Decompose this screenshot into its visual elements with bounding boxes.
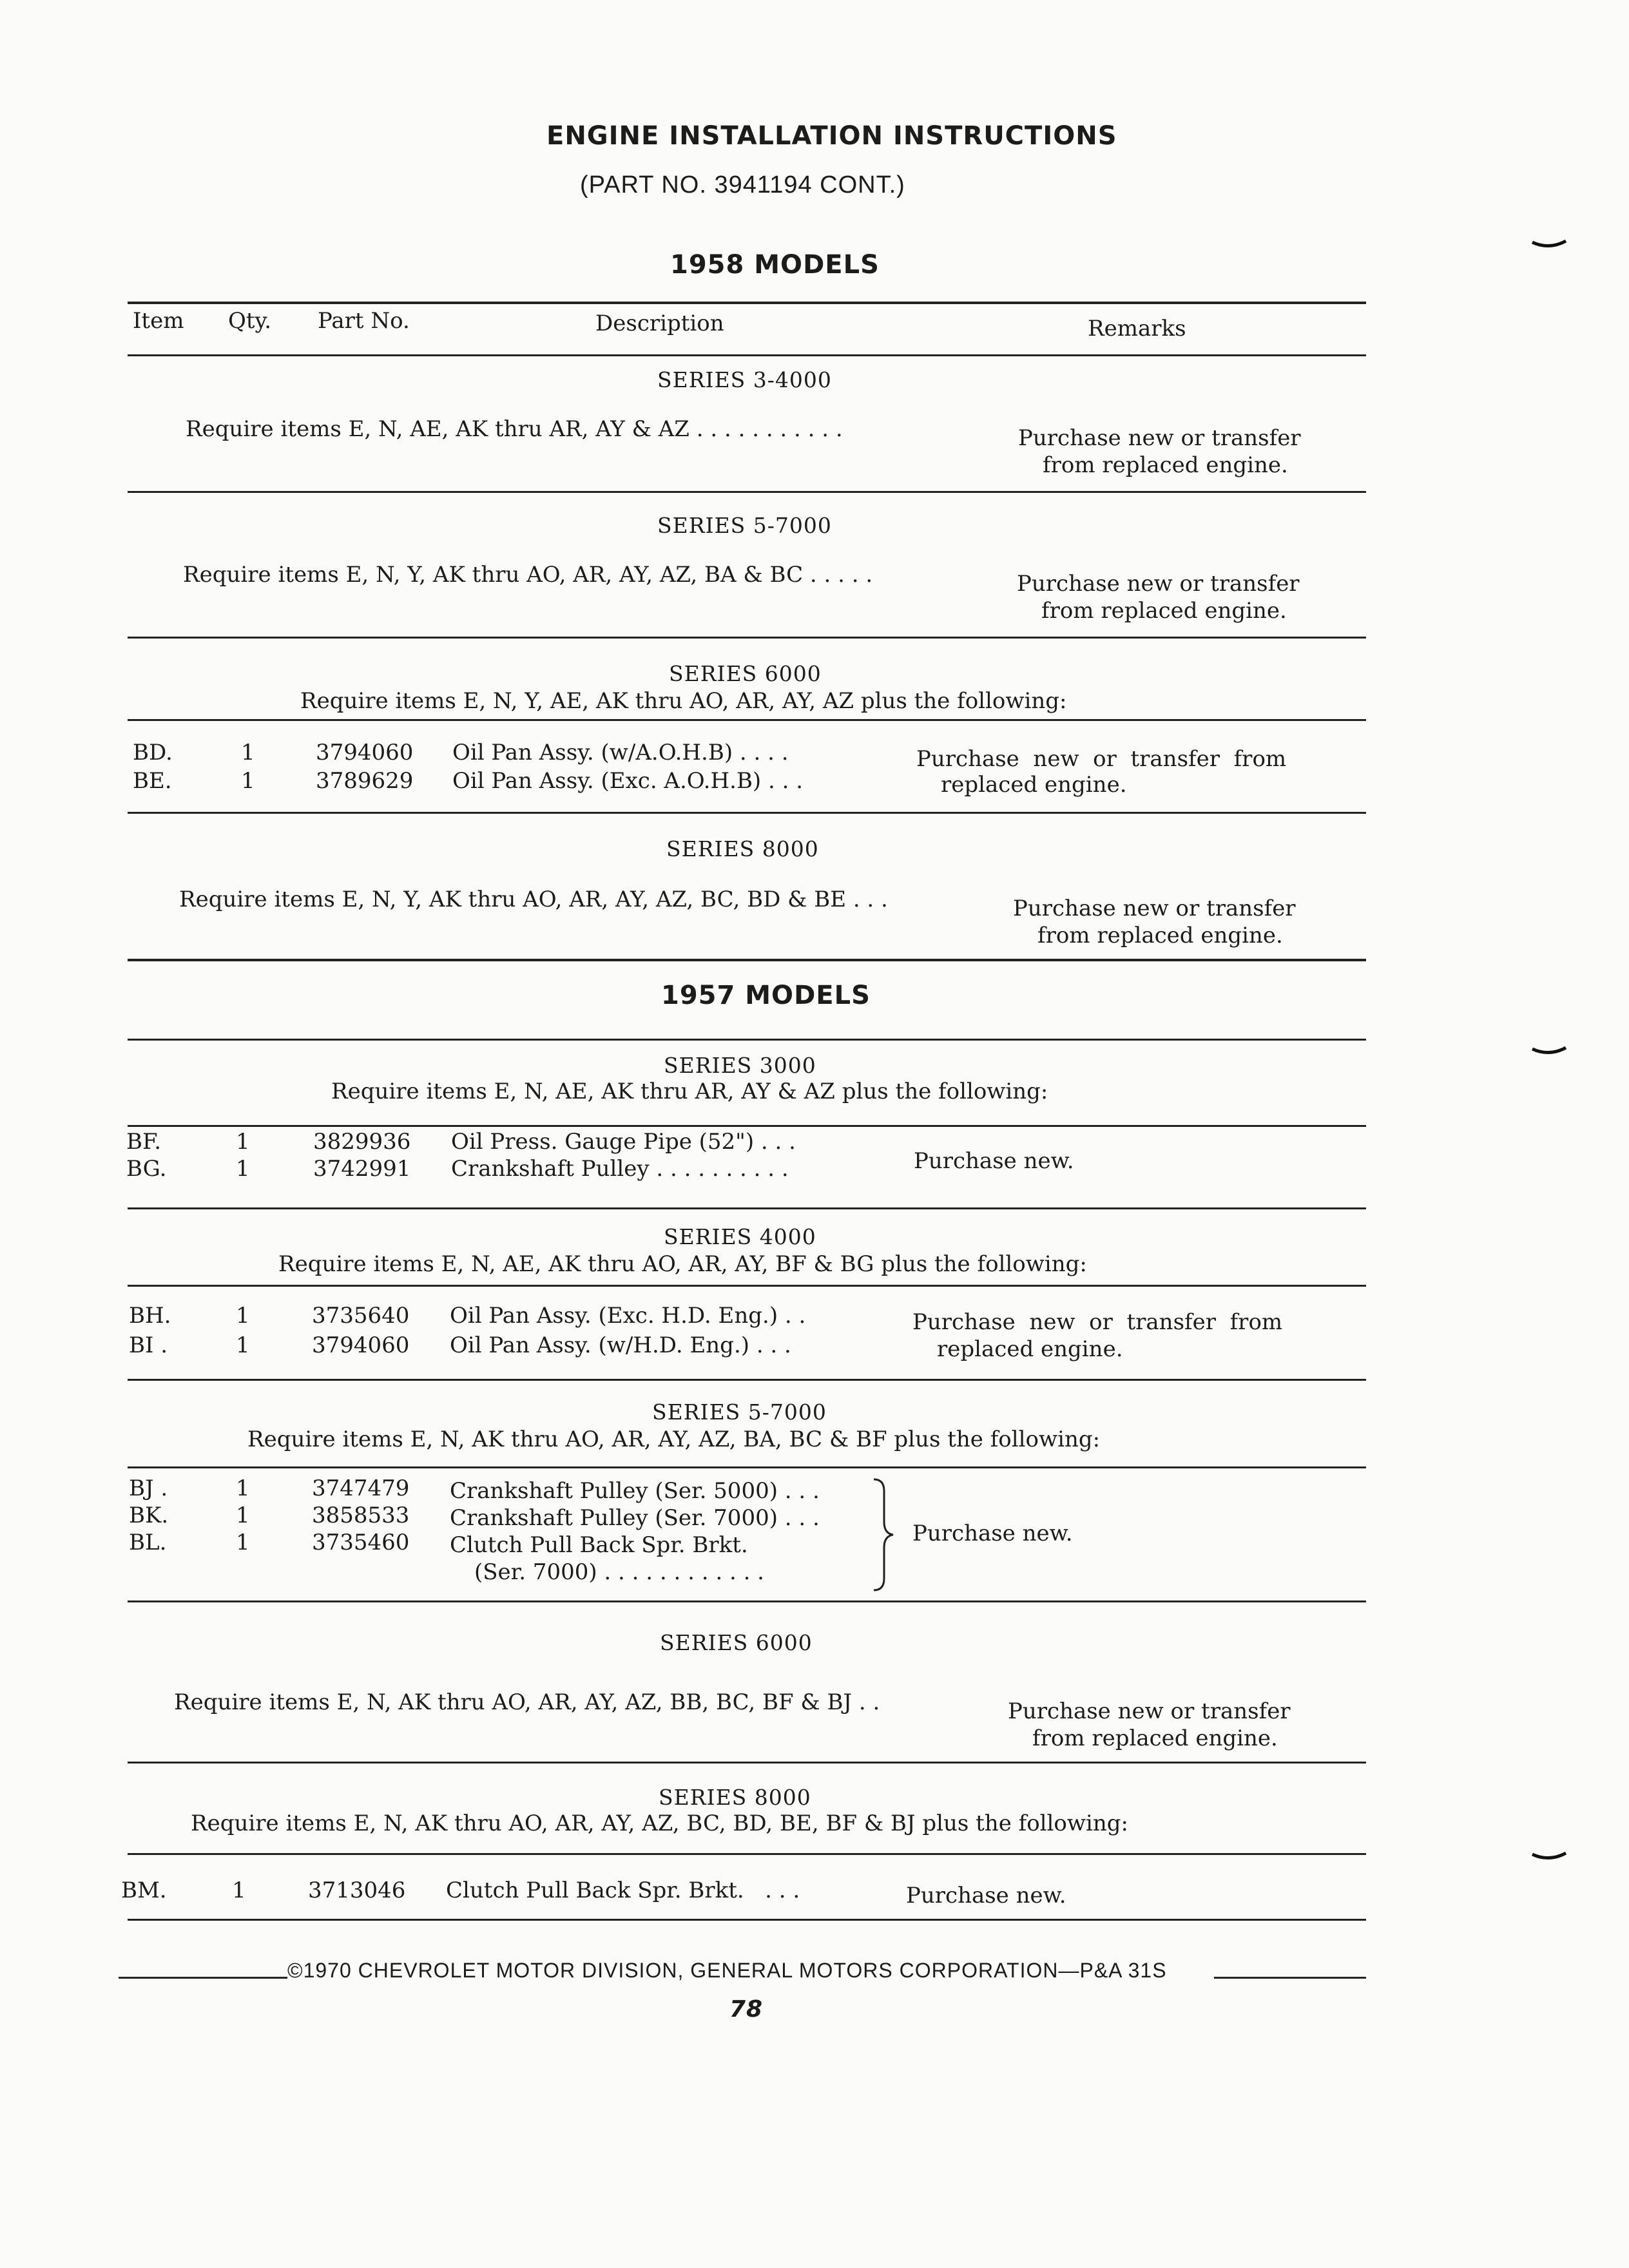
section-heading-1957: 1957 MODELS (661, 981, 871, 1010)
table-cell-qty: 1 (241, 740, 255, 765)
series-label: SERIES 6000 (669, 661, 822, 686)
table-cell-item: BH. (129, 1303, 171, 1329)
series-label: SERIES 4000 (664, 1224, 816, 1249)
table-cell-item: BG. (126, 1156, 167, 1182)
table-cell-description: Crankshaft Pulley (Ser. 7000) . . . (450, 1505, 820, 1531)
table-cell-part-no: 3858533 (312, 1503, 410, 1528)
column-header-bottom-rule (128, 354, 1366, 356)
table-cell-part-no: 3742991 (313, 1156, 411, 1182)
section-heading-1958: 1958 MODELS (670, 250, 880, 280)
section-rule (128, 1039, 1366, 1041)
table-cell-part-no: 3829936 (313, 1129, 411, 1155)
binding-mark-icon (1531, 1852, 1567, 1861)
require-items-text: Require items E, N, AK thru AO, AR, AY, AZ, BB, BC, BF & BJ . . (174, 1689, 880, 1715)
table-cell-item: BJ . (129, 1475, 168, 1501)
remark-line-2: from replaced engine. (1043, 452, 1288, 478)
table-cell-part-no: 3747479 (312, 1475, 410, 1501)
section-rule (128, 959, 1366, 961)
require-items-text: Require items E, N, Y, AK thru AO, AR, AY, AZ, BA & BC . . . . . (183, 562, 873, 588)
col-header-remarks: Remarks (1088, 316, 1186, 341)
section-rule (128, 1125, 1366, 1127)
section-rule (128, 637, 1366, 639)
table-cell-qty: 1 (236, 1303, 250, 1329)
remark-line-1: Purchase new or transfer (1008, 1698, 1291, 1724)
series-label: SERIES 3-4000 (657, 367, 832, 392)
footer-rule-right (1214, 1977, 1366, 1979)
require-items-text: Require items E, N, AK thru AO, AR, AY, AZ, BA, BC & BF plus the following: (247, 1427, 1101, 1452)
col-header-qty: Qty. (228, 308, 272, 334)
col-header-part-no: Part No. (318, 308, 410, 334)
page-subtitle: (PART NO. 3941194 CONT.) (580, 171, 905, 198)
table-cell-item: BM. (121, 1878, 167, 1903)
remark-line-1: Purchase new or transfer from (916, 746, 1287, 772)
remark-line-1: Purchase new or transfer (1013, 896, 1296, 921)
remark-line-2: replaced engine. (941, 772, 1127, 798)
remark-line-2: from replaced engine. (1037, 923, 1283, 948)
table-cell-description: Clutch Pull Back Spr. Brkt. (450, 1532, 748, 1558)
require-items-text: Require items E, N, AE, AK thru AR, AY & AZ plus the following: (331, 1079, 1048, 1104)
table-cell-description: Oil Pan Assy. (Exc. A.O.H.B) . . . (452, 768, 804, 794)
table-cell-item: BI . (129, 1332, 168, 1358)
require-items-text: Require items E, N, AE, AK thru AO, AR, AY, BF & BG plus the following: (278, 1251, 1087, 1277)
section-rule (128, 491, 1366, 493)
require-items-text: Require items E, N, AK thru AO, AR, AY, AZ, BC, BD, BE, BF & BJ plus the following: (191, 1811, 1128, 1836)
table-cell-item: BF. (126, 1129, 162, 1155)
section-rule (128, 1762, 1366, 1763)
table-cell-description: Crankshaft Pulley . . . . . . . . . . (451, 1156, 789, 1182)
section-rule (128, 812, 1366, 814)
require-items-text: Require items E, N, Y, AE, AK thru AO, AR, AY, AZ plus the following: (300, 688, 1067, 714)
section-rule (128, 1466, 1366, 1468)
section-rule (128, 1379, 1366, 1381)
remark-line-2: replaced engine. (937, 1336, 1123, 1362)
table-cell-qty: 1 (232, 1878, 246, 1903)
table-cell-qty: 1 (236, 1475, 250, 1501)
section-rule (128, 1600, 1366, 1602)
section-rule (128, 1207, 1366, 1209)
remark-line-1: Purchase new or transfer from (912, 1309, 1283, 1335)
require-items-text: Require items E, N, AE, AK thru AR, AY & AZ . . . . . . . . . . . (186, 416, 843, 442)
remark-line-1: Purchase new. (906, 1883, 1066, 1908)
col-header-description: Description (595, 311, 724, 336)
right-brace-icon (870, 1477, 896, 1593)
table-cell-description: Oil Pan Assy. (Exc. H.D. Eng.) . . (450, 1303, 806, 1329)
section-rule (128, 1853, 1366, 1855)
binding-mark-icon (1531, 1046, 1567, 1055)
table-cell-qty: 1 (236, 1503, 250, 1528)
remark-line-2: from replaced engine. (1041, 598, 1287, 624)
table-cell-part-no: 3735460 (312, 1530, 410, 1555)
page-title: ENGINE INSTALLATION INSTRUCTIONS (546, 121, 1117, 151)
remark-line-1: Purchase new. (912, 1521, 1073, 1546)
table-cell-description: Oil Press. Gauge Pipe (52") . . . (451, 1129, 796, 1155)
table-cell-description: Oil Pan Assy. (w/H.D. Eng.) . . . (450, 1332, 791, 1358)
series-label: SERIES 3000 (664, 1053, 816, 1078)
section-rule (128, 1919, 1366, 1921)
table-cell-part-no: 3789629 (316, 768, 414, 794)
binding-mark-icon (1531, 240, 1567, 249)
series-label: SERIES 5-7000 (652, 1399, 827, 1425)
table-cell-item: BE. (133, 768, 172, 794)
remark-line-1: Purchase new or transfer (1017, 571, 1300, 597)
remark-line-1: Purchase new. (914, 1148, 1074, 1174)
footer-copyright: ©1970 CHEVROLET MOTOR DIVISION, GENERAL MOTORS CORPORATION—P&A 31S (287, 1959, 1167, 1982)
table-cell-qty: 1 (236, 1156, 250, 1182)
col-header-item: Item (133, 308, 184, 334)
section-rule (128, 719, 1366, 721)
table-cell-part-no: 3794060 (316, 740, 414, 765)
column-header-top-rule (128, 302, 1366, 304)
require-items-text: Require items E, N, Y, AK thru AO, AR, AY, AZ, BC, BD & BE . . . (179, 887, 888, 912)
table-cell-qty: 1 (236, 1332, 250, 1358)
table-cell-description-continued: (Ser. 7000) . . . . . . . . . . . . (474, 1559, 764, 1585)
table-cell-qty: 1 (236, 1129, 250, 1155)
table-cell-qty: 1 (236, 1530, 250, 1555)
table-cell-description: Oil Pan Assy. (w/A.O.H.B) . . . . (452, 740, 789, 765)
table-cell-description: Crankshaft Pulley (Ser. 5000) . . . (450, 1478, 820, 1504)
page-number: 78 (729, 1996, 764, 2023)
remark-line-1: Purchase new or transfer (1018, 425, 1301, 451)
section-rule (128, 1285, 1366, 1287)
series-label: SERIES 6000 (660, 1630, 813, 1655)
series-label: SERIES 5-7000 (657, 513, 832, 538)
table-cell-item: BL. (129, 1530, 167, 1555)
table-cell-item: BD. (133, 740, 173, 765)
series-label: SERIES 8000 (659, 1785, 811, 1810)
table-cell-item: BK. (129, 1503, 169, 1528)
table-cell-part-no: 3735640 (312, 1303, 410, 1329)
table-cell-part-no: 3794060 (312, 1332, 410, 1358)
table-cell-part-no: 3713046 (308, 1878, 406, 1903)
table-cell-qty: 1 (241, 768, 255, 794)
series-label: SERIES 8000 (666, 836, 819, 861)
footer-rule-left (119, 1977, 287, 1979)
table-cell-description: Clutch Pull Back Spr. Brkt. . . . (446, 1878, 800, 1903)
remark-line-2: from replaced engine. (1032, 1725, 1278, 1751)
